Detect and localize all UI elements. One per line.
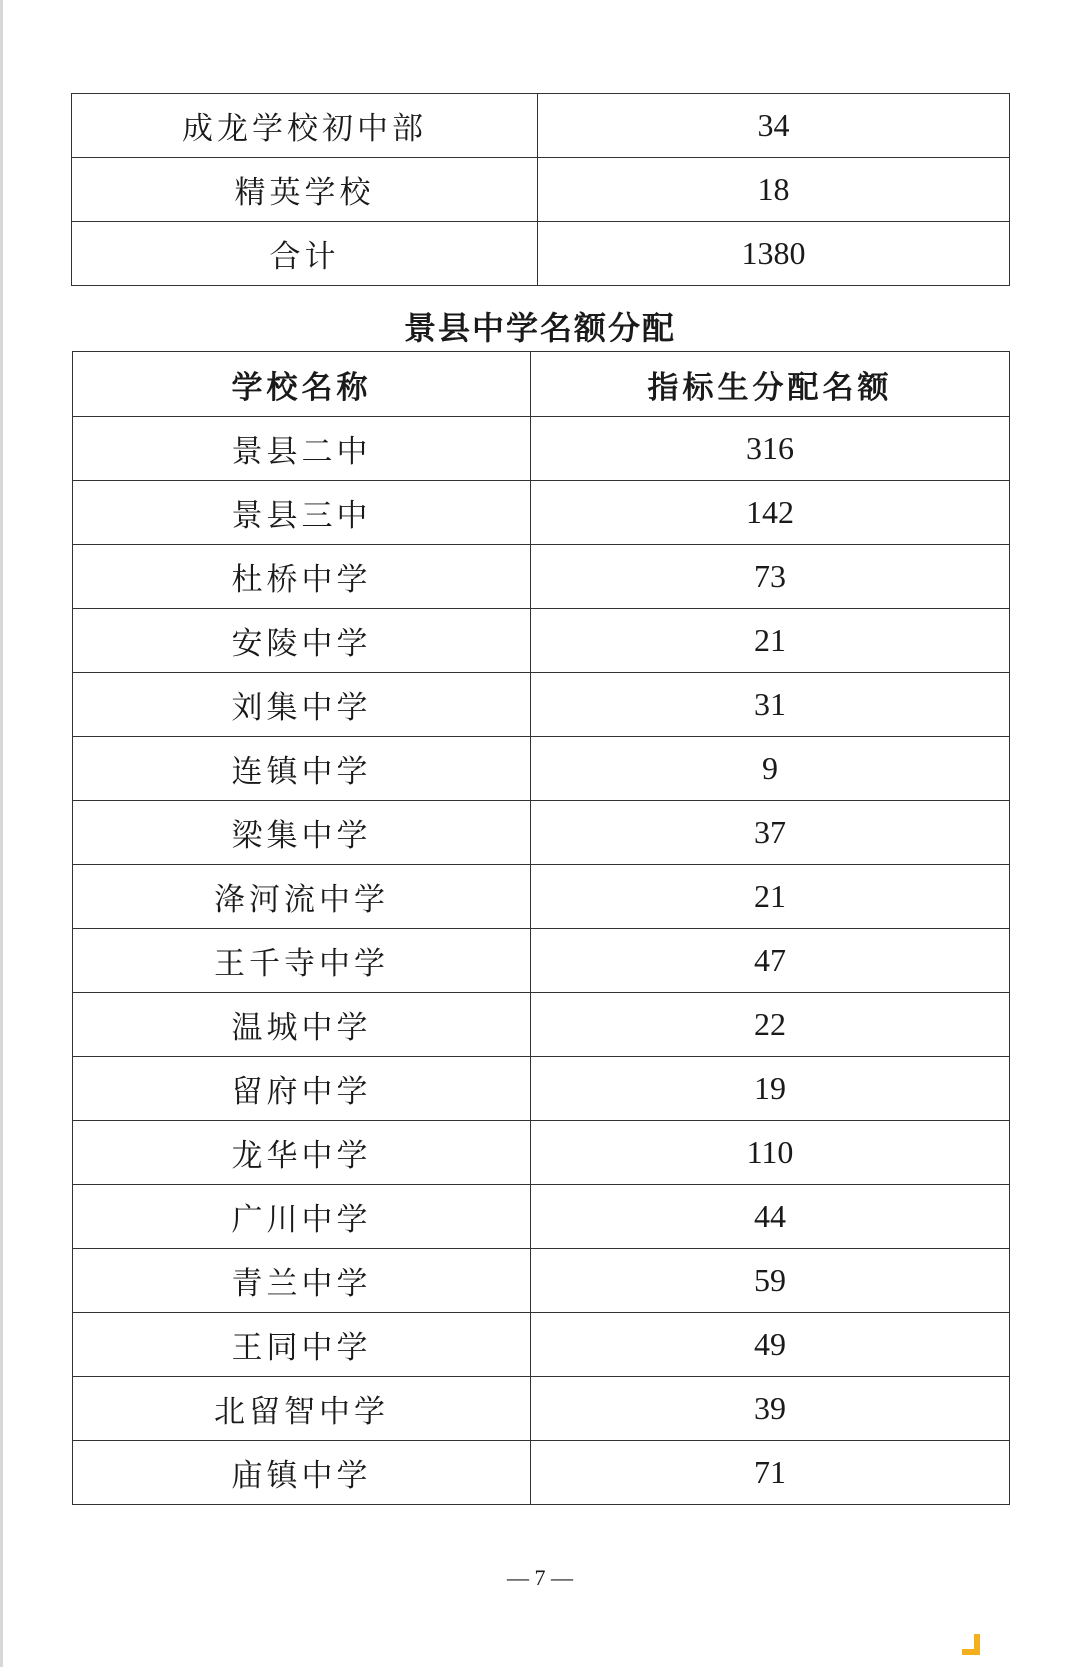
school-name-cell: 成龙学校初中部 [72, 94, 538, 158]
table-row [73, 1377, 1010, 1441]
table-row [73, 1121, 1010, 1185]
school-name-cell: 景县二中 [73, 417, 531, 481]
total-label-cell: 合计 [72, 222, 538, 286]
bookmark-corner-icon [956, 1628, 986, 1658]
school-name-cell: 连镇中学 [73, 737, 531, 801]
quota-cell: 71 [531, 1441, 1010, 1505]
school-name-cell: 青兰中学 [73, 1249, 531, 1313]
school-name-cell: 安陵中学 [73, 609, 531, 673]
header-school-name: 学校名称 [73, 352, 531, 417]
quota-cell: 44 [531, 1185, 1010, 1249]
table-row [73, 1313, 1010, 1377]
school-name-cell: 刘集中学 [73, 673, 531, 737]
school-name-cell: 留府中学 [73, 1057, 531, 1121]
table-row [73, 801, 1010, 865]
table-row [73, 1249, 1010, 1313]
quota-cell: 110 [531, 1121, 1010, 1185]
quota-cell: 21 [531, 609, 1010, 673]
table-row [73, 1185, 1010, 1249]
quota-cell: 316 [531, 417, 1010, 481]
quota-cell: 47 [531, 929, 1010, 993]
table-row [72, 158, 1010, 222]
table-row [73, 1057, 1010, 1121]
school-name-cell: 杜桥中学 [73, 545, 531, 609]
school-name-cell: 精英学校 [72, 158, 538, 222]
table-row [73, 417, 1010, 481]
quota-cell: 19 [531, 1057, 1010, 1121]
school-name-cell: 王千寺中学 [73, 929, 531, 993]
table-row [73, 865, 1010, 929]
table-row [73, 993, 1010, 1057]
school-name-cell: 梁集中学 [73, 801, 531, 865]
school-name-cell: 广川中学 [73, 1185, 531, 1249]
table-row [73, 737, 1010, 801]
quota-cell: 73 [531, 545, 1010, 609]
quota-cell: 22 [531, 993, 1010, 1057]
quota-cell: 9 [531, 737, 1010, 801]
quota-cell: 18 [538, 158, 1010, 222]
school-name-cell: 温城中学 [73, 993, 531, 1057]
table-row [73, 545, 1010, 609]
quota-cell: 142 [531, 481, 1010, 545]
table-row [73, 481, 1010, 545]
total-row [72, 222, 1010, 286]
total-value-cell: 1380 [538, 222, 1010, 286]
school-name-cell: 北留智中学 [73, 1377, 531, 1441]
quota-cell: 31 [531, 673, 1010, 737]
quota-cell: 39 [531, 1377, 1010, 1441]
table-row [72, 94, 1010, 158]
table-row [73, 673, 1010, 737]
quota-cell: 21 [531, 865, 1010, 929]
table-continued [71, 93, 1010, 286]
school-name-cell: 洚河流中学 [73, 865, 531, 929]
table-header-row [73, 352, 1010, 417]
table-row [73, 1441, 1010, 1505]
school-name-cell: 王同中学 [73, 1313, 531, 1377]
page-left-edge [0, 0, 3, 1667]
quota-table [72, 351, 1010, 1505]
quota-cell: 34 [538, 94, 1010, 158]
header-quota: 指标生分配名额 [531, 352, 1010, 417]
table-row [73, 929, 1010, 993]
page-number: — 7 — [507, 1565, 573, 1590]
quota-cell: 59 [531, 1249, 1010, 1313]
quota-cell: 37 [531, 801, 1010, 865]
quota-cell: 49 [531, 1313, 1010, 1377]
school-name-cell: 龙华中学 [73, 1121, 531, 1185]
school-name-cell: 庙镇中学 [73, 1441, 531, 1505]
quota-table-body [73, 417, 1010, 1505]
table-row [73, 609, 1010, 673]
school-name-cell: 景县三中 [73, 481, 531, 545]
section-title: 景县中学名额分配 [403, 309, 676, 347]
